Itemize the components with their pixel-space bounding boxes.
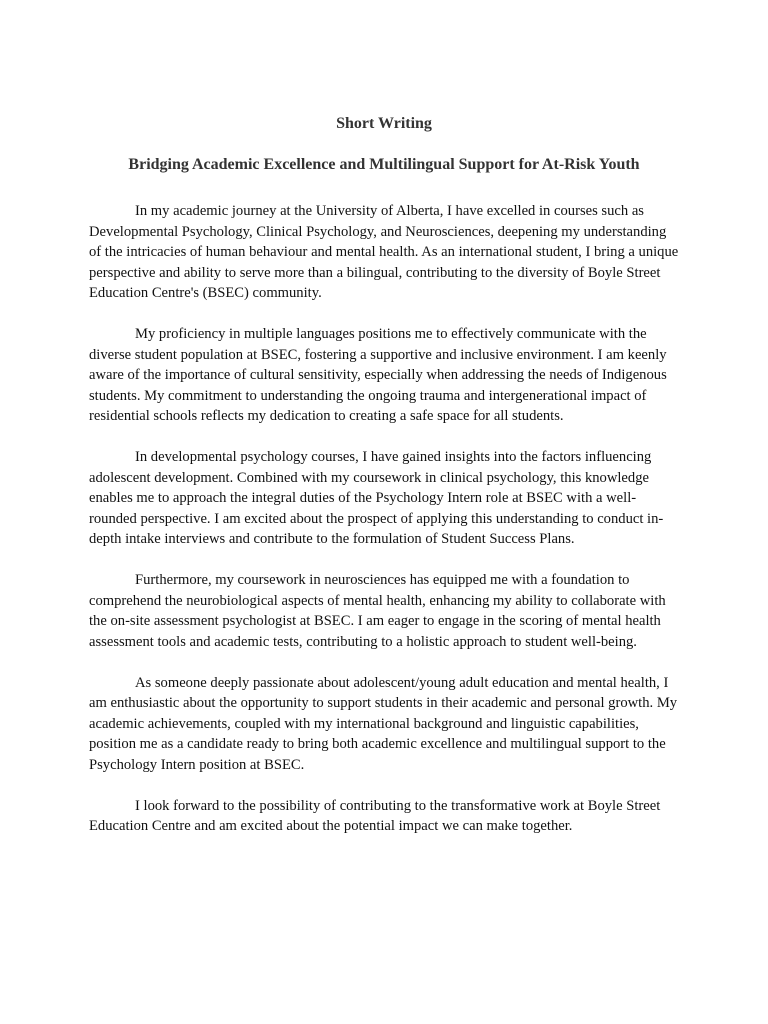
- paragraph-4: Furthermore, my coursework in neurosciences has equipped me with a foundation to comprehend the neurobiological aspects of mental health, enhancing my ability to collaborate with the on-site assessment psychologist at BSEC. I am eager to engage in the scoring of mental health assessment tools and academic tests, contributing to a holistic approach to student well-being.: [89, 572, 666, 650]
- paragraph-3: In developmental psychology courses, I have gained insights into the factors influencing adolescent development. Combined with my coursework in clinical psychology, this knowledge enables me to approach the integral duties of the Psychology Intern role at BSEC with a well-rounded perspective. I am excited about the prospect of applying this understanding to conduct in-depth intake interviews and contribute to the formulation of Student Success Plans.: [89, 449, 664, 547]
- paragraph-5: As someone deeply passionate about adolescent/young adult education and mental health, I am enthusiastic about the opportunity to support students in their academic and personal growth. My academic achievements, coupled with my international background and linguistic capabilities, position me as a candidate ready to bring both academic excellence and multilingual support to the Psychology Intern position at BSEC.: [89, 674, 678, 773]
- document-subtitle: Bridging Academic Excellence and Multilingual Support for At-Risk Youth: [128, 156, 640, 173]
- paragraph-6: I look forward to the possibility of contributing to the transformative work at Boyle Street Education Centre and am excited about the potential impact we can make together.: [89, 797, 661, 834]
- paragraph-2: My proficiency in multiple languages positions me to effectively communicate with the diverse student population at BSEC, fostering a supportive and inclusive environment. I am keenly aware of the importance of cultural sensitivity, especially when addressing the needs of Indigenous students. My commitment to understanding the ongoing trauma and intergenerational impact of residential schools reflects my dedication to creating a safe space for all students.: [89, 326, 667, 424]
- document-title: Short Writing: [336, 115, 432, 132]
- paragraph-1: In my academic journey at the University of Alberta, I have excelled in courses such as Developmental Psychology, Clinical Psychology, and Neurosciences, deepening my understanding of the intricacies of human behaviour and mental health. As an international student, I bring a unique perspective and ability to serve more than a bilingual, contributing to the diversity of Boyle Street Education Centre's (BSEC) community.: [89, 203, 679, 301]
- document-body: [89, 201, 681, 857]
